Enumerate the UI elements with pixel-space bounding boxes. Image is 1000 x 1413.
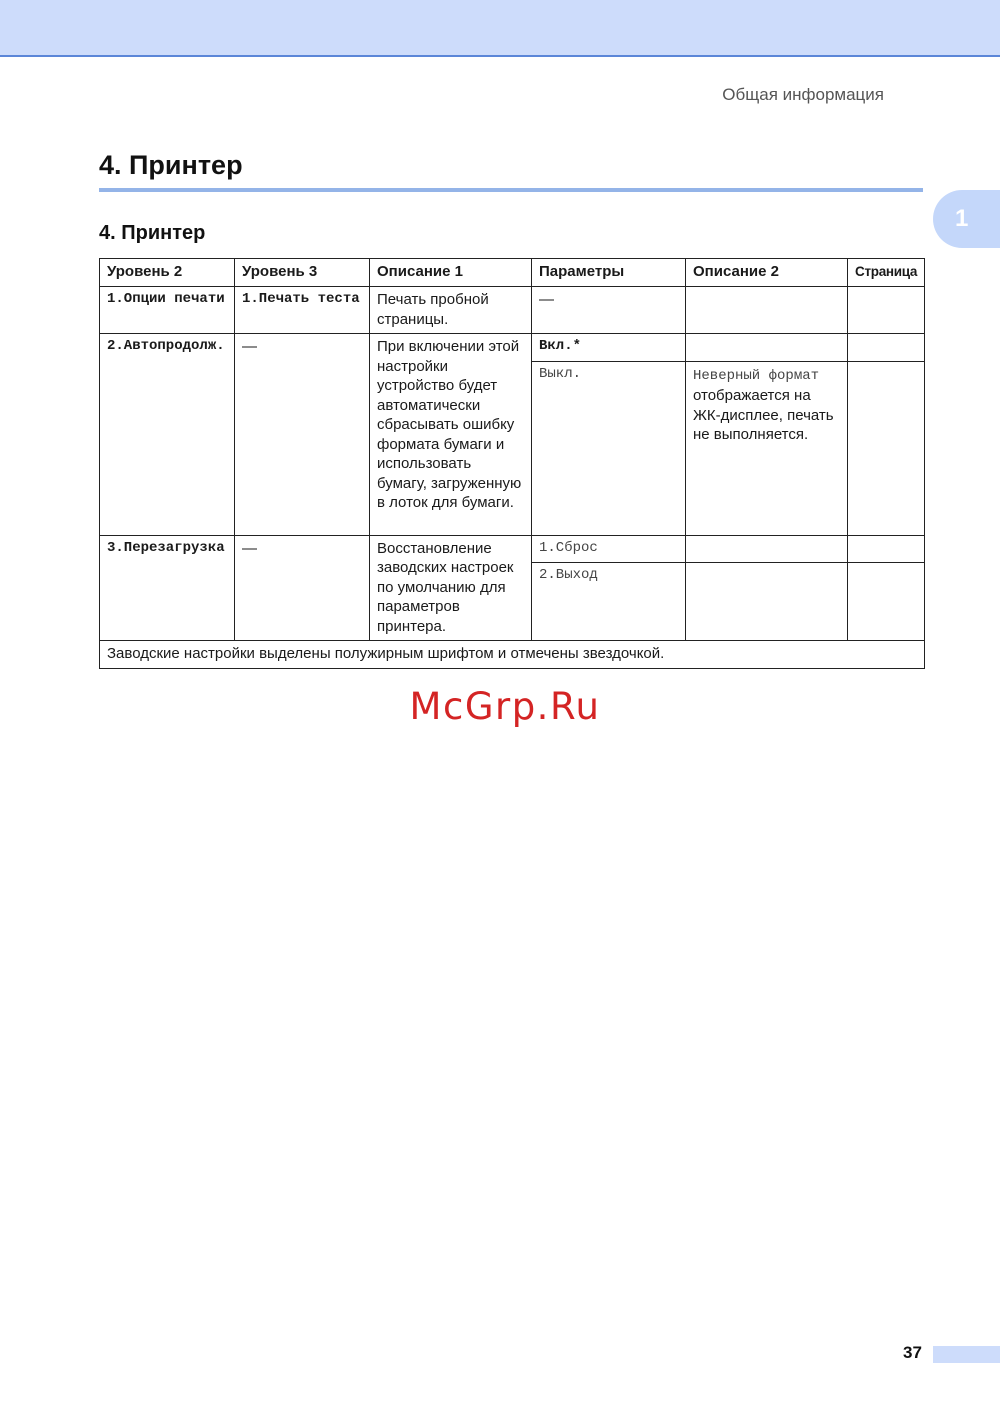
settings-table (99, 258, 925, 669)
page-number: 37 (903, 1343, 922, 1362)
column-header: Параметры (532, 259, 686, 287)
column-header: Страница (848, 259, 925, 287)
table-row (100, 334, 925, 362)
description1-cell: При включении этой настройки устройство будет автоматически сбрасывать ошибку формата бумаги и использовать бумагу, загруженную в лоток для бумаги. (370, 334, 532, 536)
title-underline (99, 188, 923, 192)
description2-cell (686, 334, 848, 362)
page-cell (848, 563, 925, 641)
page-cell (848, 287, 925, 334)
column-header: Уровень 2 (100, 259, 235, 287)
level2-cell: 1.Опции печати (100, 287, 235, 334)
description2-cell (686, 563, 848, 641)
page-cell (848, 535, 925, 563)
description1-cell: Восстановление заводских настроек по умолчанию для параметров принтера. (370, 535, 532, 641)
level2-cell: 3.Перезагрузка (100, 535, 235, 641)
section-title: Общая информация (722, 85, 884, 104)
description2-cell (686, 287, 848, 334)
parameter-cell: Вкл.* (532, 334, 686, 362)
section-heading: 4. Принтер (99, 222, 206, 244)
watermark: McGrp.Ru (409, 685, 601, 728)
level2-cell: 2.Автопродолж. (100, 334, 235, 536)
parameter-cell: Выкл. (532, 361, 686, 535)
chapter-tab[interactable]: 1 (933, 190, 1000, 248)
column-header: Описание 1 (370, 259, 532, 287)
page-title: 4. Принтер (99, 150, 243, 180)
parameter-cell: 2.Выход (532, 563, 686, 641)
table-header-row (100, 259, 925, 287)
description1-cell: Печать пробной страницы. (370, 287, 532, 334)
table-footnote: Заводские настройки выделены полужирным шрифтом и отмечены звездочкой. (100, 641, 925, 669)
level3-cell: — (235, 334, 370, 536)
page-cell (848, 361, 925, 535)
description2-cell (686, 535, 848, 563)
top-header-band (0, 0, 1000, 57)
footer-band (933, 1346, 1000, 1363)
parameter-cell: — (532, 287, 686, 334)
parameter-cell: 1.Сброс (532, 535, 686, 563)
error-message-text: Неверный формат (693, 367, 820, 384)
description2-text: отображается на ЖК-дисплее, печать не выполняется. (693, 387, 834, 443)
description2-cell (686, 361, 848, 535)
level3-cell: 1.Печать теста (235, 287, 370, 334)
table-footnote-row (100, 641, 925, 669)
level3-cell: — (235, 535, 370, 641)
table-row (100, 535, 925, 563)
page-cell (848, 334, 925, 362)
table-row (100, 287, 925, 334)
column-header: Уровень 3 (235, 259, 370, 287)
column-header: Описание 2 (686, 259, 848, 287)
